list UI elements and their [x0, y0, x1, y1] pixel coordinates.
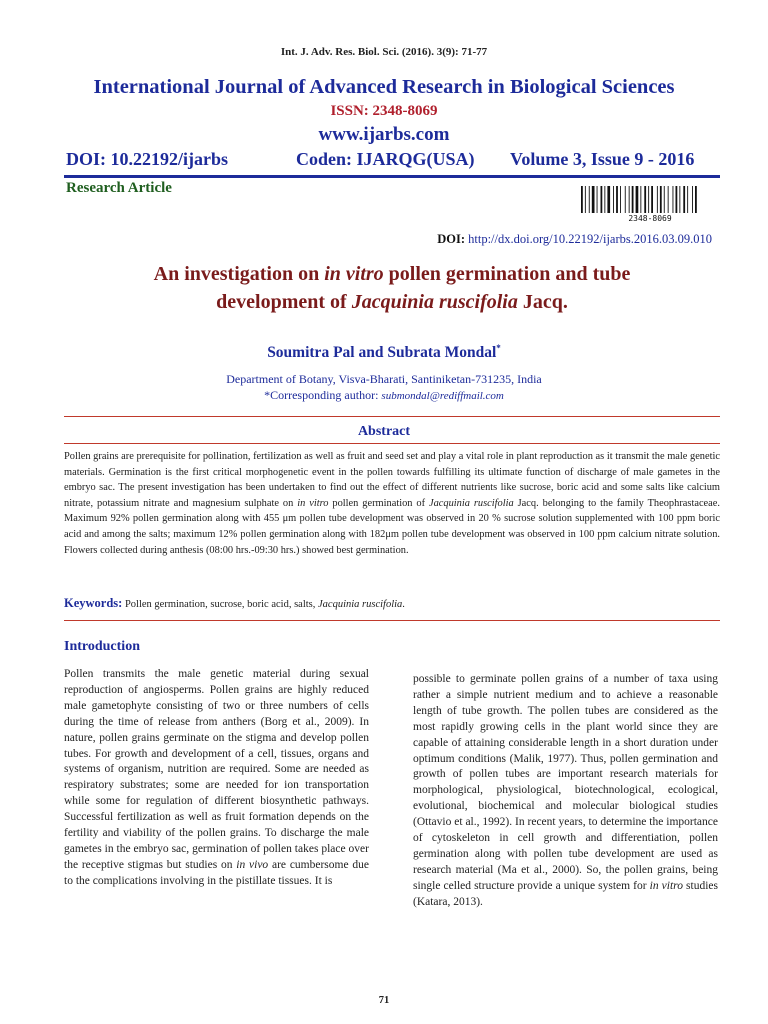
- running-head: Int. J. Adv. Res. Biol. Sci. (2016). 3(9): 71-77: [280, 46, 488, 58]
- barcode-bar: [679, 186, 680, 213]
- barcode-bar: [644, 186, 646, 213]
- barcode-bar: [604, 186, 605, 213]
- doi-link[interactable]: http://dx.doi.org/10.22192/ijarbs.2016.03.09.010: [468, 232, 712, 246]
- keywords-label: Keywords:: [64, 596, 123, 610]
- barcode-bar: [585, 186, 586, 213]
- barcode-bar: [640, 186, 641, 213]
- barcode-bar: [692, 186, 693, 213]
- article-doi: [300, 232, 712, 247]
- introduction-right-column: possible to germinate pollen grains of a number of taxa using rather a simple nutrient medium and to achieve a reasonable length of tube growth. The pollen tubes are considered as the most rapidly growing cells in the plant world since they are capable of attaining considerable length in a short duration under optimum conditions (Malik, 1977). Thus, pollen germination and growth of pollen tubes are important research materials for morphological, physiological, biotechnological, ecological, evolutional, biochemical and molecular biological studies (Ottavio et al., 1992). In recent years, to determine the importance of cytoskeleton in cell growth and differentiation, pollen germination along with pollen tube development are used as research material (Ma et al., 2000). So, the pollen grains, being single celled structure provide a unique system for in vitro studies (Katara, 2013).: [413, 673, 719, 908]
- barcode-bar: [668, 186, 669, 213]
- introduction-heading: Introduction: [64, 639, 140, 654]
- header-divider: [64, 175, 720, 178]
- corresponding-email[interactable]: submondal@rediffmail.com: [381, 390, 504, 402]
- barcode-bar: [660, 186, 662, 213]
- abstract-top-rule: [64, 416, 720, 417]
- barcode-bar: [592, 186, 595, 213]
- barcode-bar: [648, 186, 649, 213]
- abstract-heading: Abstract: [357, 424, 411, 439]
- journal-coden: Coden: IJARQG(USA): [296, 149, 475, 169]
- issn: ISSN: 2348-8069: [330, 103, 438, 119]
- abstract-bottom-rule: [64, 443, 720, 444]
- barcode-bar: [597, 186, 598, 213]
- barcode-bar: [589, 186, 590, 213]
- abstract-text: Pollen grains are prerequisite for pollination, fertilization as well as fruit and seed set and play a vital role in plant reproduction as it transmit the male genetic materials. Germination is the first critical morphogenetic event in the pollen towards fulfilling its ultimate function of discharge of male gametes in the embryo sac. The present investigation has been undertaken to find out the effect of different nutrients like sucrose, boric acid and some salts like calcium nitrate, potassium nitrate and magnesium sulphate on in vitro pollen germination of Jacquinia ruscifolia Jacq. belonging to the family Theophrastaceae. Maximum 92% pollen germination along with 455 μm pollen tube development was observed in 20 % sucrose solution supplemented with 100 ppm boric acid and among the salts; maximum 12% pollen germination along with 182μm pollen tube development was observed in 100 ppm calcium nitrate solution. Flowers collected during anthesis (08:00 hrs.-09:30 hrs.) showed best germination.: [64, 451, 720, 556]
- journal-doi: DOI: 10.22192/ijarbs: [66, 149, 228, 169]
- barcode-bar: [673, 186, 674, 213]
- barcode-bar: [613, 186, 614, 213]
- barcode-bar: [687, 186, 688, 213]
- barcode-bar: [657, 186, 658, 213]
- barcode-bar: [683, 186, 685, 213]
- barcode-bar: [581, 186, 583, 213]
- barcode: [580, 186, 720, 224]
- introduction-left-column: Pollen transmits the male genetic material during sexual reproduction of angiosperms. Pollen grains are highly reduced male gametophyte consisting of two or three numbers of cells during the time of release from anthers (Borg et al., 2009). In nature, pollen grains germinate on the stigma and develop pollen tubes. For growth and development of a cell, tissues, organs and systems of organism, nutrition are required. Some are needed as respiratory substrates; some are needed for ion transportation while some for regulation of different biosynthetic pathways. Successful fertilization as well as fruit formation depends on the fertility and viability of the pollen grains. To discharge the male gametes in the embryo sac, germination of pollen takes place over the receptive stigmas but studies on in vivo are cumbersome due to the complications involving in the pistillate tissues. It is: [64, 668, 369, 887]
- journal-title: International Journal of Advanced Research in Biological Sciences: [93, 76, 675, 98]
- barcode-bar: [632, 186, 634, 213]
- barcode-bar: [676, 186, 678, 213]
- keywords: Keywords: Pollen germination, sucrose, boric acid, salts, Jacquinia ruscifolia.: [64, 596, 405, 610]
- barcode-bar: [620, 186, 621, 213]
- barcode-bar: [651, 186, 653, 213]
- barcode-bar: [636, 186, 639, 213]
- affiliation: Department of Botany, Visva-Bharati, Santiniketan-731235, India: [226, 372, 542, 386]
- article-type: Research Article: [66, 180, 172, 196]
- barcode-bar: [629, 186, 630, 213]
- corresponding-author: *Corresponding author: submondal@rediffmail.com: [264, 388, 504, 402]
- authors: Soumitra Pal and Subrata Mondal*: [267, 343, 501, 362]
- barcode-bar: [616, 186, 618, 213]
- article-title: An investigation on in vitro pollen germination and tube development of Jacquinia ruscifolia Jacq.: [153, 263, 631, 313]
- barcode-bar: [601, 186, 603, 213]
- journal-volume: Volume 3, Issue 9 - 2016: [510, 149, 695, 169]
- barcode-bar: [625, 186, 626, 213]
- keywords-rule: [64, 620, 720, 621]
- doi-label: DOI:: [437, 232, 465, 246]
- barcode-bar: [664, 186, 665, 213]
- barcode-bar: [607, 186, 610, 213]
- journal-website[interactable]: www.ijarbs.com: [318, 124, 450, 145]
- barcode-bar: [695, 186, 697, 213]
- barcode-text: 2348-8069: [628, 214, 672, 223]
- page-number: 71: [378, 995, 390, 1006]
